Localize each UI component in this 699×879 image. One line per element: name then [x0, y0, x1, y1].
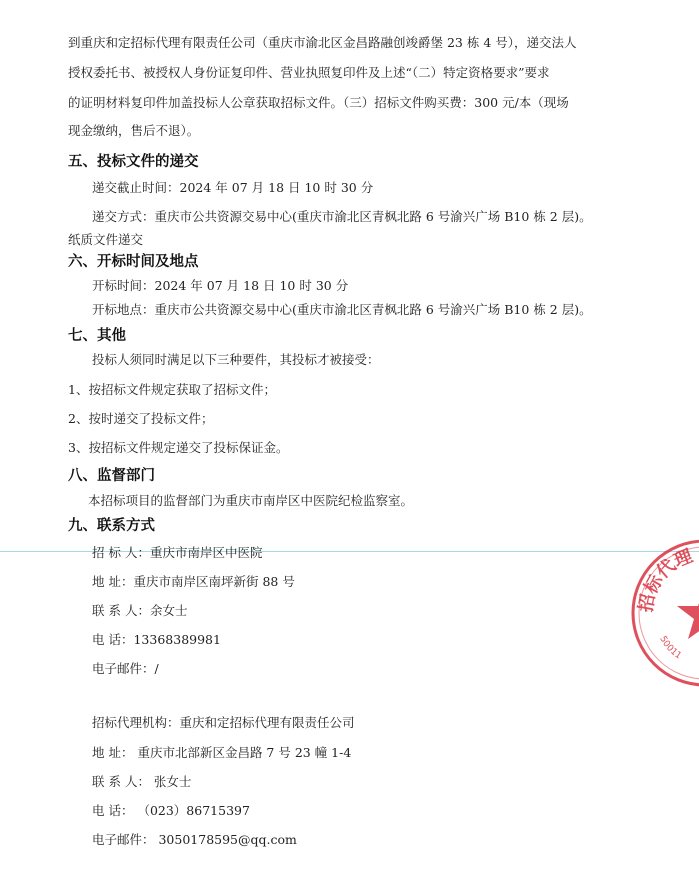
- tenderer-phone: 电 话：13368389981: [92, 632, 221, 647]
- section-8-heading: 八、监督部门: [68, 468, 155, 484]
- agency-email: 电子邮件： 3050178595@qq.com: [92, 832, 297, 847]
- submission-method-cont: 纸质文件递交: [68, 232, 144, 247]
- requirement-item: 3、按招标文件规定递交了投标保证金。: [68, 440, 289, 455]
- section-9-heading: 九、联系方式: [68, 518, 155, 534]
- intro-line-3: 的证明材料复印件加盖投标人公章获取招标文件。（三）招标文件购买费：300 元/本（现场: [68, 95, 569, 110]
- company-seal: [630, 538, 699, 688]
- agency-contact: 联 系 人： 张女士: [92, 774, 192, 789]
- opening-place: 开标地点：重庆市公共资源交易中心(重庆市渝北区青枫北路 6 号渝兴广场 B10 栋 2 层)。: [92, 302, 592, 317]
- tenderer-contact: 联 系 人：余女士: [92, 603, 188, 618]
- seal-star-icon: [677, 586, 699, 639]
- tenderer-email: 电子邮件：/: [92, 661, 159, 676]
- agency-name: 招标代理机构：重庆和定招标代理有限责任公司: [92, 715, 355, 730]
- submission-method: 递交方式：重庆市公共资源交易中心(重庆市渝北区青枫北路 6 号渝兴广场 B10 栋 2 层)。: [92, 209, 592, 224]
- tenderer-name: 招 标 人：重庆市南岸区中医院: [92, 545, 263, 560]
- intro-line-1: 到重庆和定招标代理有限责任公司（重庆市渝北区金昌路融创竣爵堡 23 栋 4 号），递交法人: [68, 35, 577, 50]
- requirements-intro: 投标人须同时满足以下三种要件，其投标才被接受：: [92, 352, 380, 367]
- section-5-heading: 五、投标文件的递交: [68, 154, 199, 170]
- seal-text-top: 招标代理: [635, 545, 696, 614]
- requirement-item: 1、按招标文件规定获取了招标文件；: [68, 382, 276, 397]
- supervision-text: 本招标项目的监督部门为重庆市南岸区中医院纪检监察室。: [88, 493, 414, 508]
- agency-phone: 电 话： （023）86715397: [92, 803, 250, 818]
- section-7-heading: 七、其他: [68, 328, 126, 344]
- seal-text-bottom: 50011: [657, 634, 684, 662]
- tenderer-address: 地 址：重庆市南岸区南坪新街 88 号: [92, 574, 295, 589]
- agency-address: 地 址： 重庆市北部新区金昌路 7 号 23 幢 1-4: [92, 745, 352, 760]
- intro-line-2: 授权委托书、被授权人身份证复印件、营业执照复印件及上述“（二）特定资格要求”要求: [68, 65, 550, 80]
- section-6-heading: 六、开标时间及地点: [68, 254, 199, 270]
- opening-time: 开标时间：2024 年 07 月 18 日 10 时 30 分: [92, 278, 349, 293]
- submission-deadline: 递交截止时间：2024 年 07 月 18 日 10 时 30 分: [92, 180, 374, 195]
- requirement-item: 2、按时递交了投标文件；: [68, 411, 214, 426]
- intro-line-4: 现金缴纳，售后不退）。: [68, 123, 200, 138]
